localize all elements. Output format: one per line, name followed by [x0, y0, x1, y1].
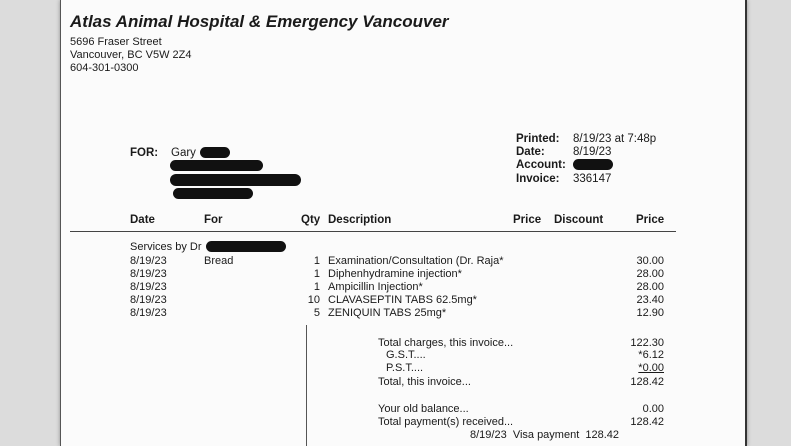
item-price: 28.00 — [636, 281, 664, 293]
invoice-label: Invoice: — [516, 173, 560, 185]
item-date: 8/19/23 — [130, 255, 167, 267]
redaction-mark — [173, 188, 253, 199]
item-description: Examination/Consultation (Dr. Raja* — [328, 255, 504, 267]
printed-label: Printed: — [516, 133, 560, 145]
item-qty: 1 — [313, 255, 320, 267]
services-by: Services by Dr — [130, 241, 202, 253]
invoice-total-value: 128.42 — [630, 376, 664, 388]
item-qty: 1 — [313, 281, 320, 293]
item-price: 23.40 — [636, 294, 664, 306]
invoice-total-label: Total, this invoice... — [378, 376, 471, 388]
item-description: CLAVASEPTIN TABS 62.5mg* — [328, 294, 477, 306]
item-description: Diphenhydramine injection* — [328, 268, 462, 280]
redaction-mark — [170, 174, 301, 186]
item-description: Ampicillin Injection* — [328, 281, 423, 293]
payment-detail: 8/19/23 Visa payment 128.42 — [470, 429, 620, 441]
item-qty: 5 — [313, 307, 320, 319]
pst-label: P.S.T.... — [386, 362, 424, 374]
redaction-mark — [206, 241, 286, 252]
item-qty: 1 — [313, 268, 320, 280]
date-value: 8/19/23 — [573, 146, 612, 158]
col-for: For — [204, 214, 223, 226]
item-description: ZENIQUIN TABS 25mg* — [328, 307, 447, 319]
for-label: FOR: — [130, 147, 159, 159]
col-discount: Discount — [554, 214, 604, 226]
item-date: 8/19/23 — [130, 307, 167, 319]
date-label: Date: — [516, 146, 545, 158]
clinic-phone: 604-301-0300 — [70, 62, 139, 74]
item-date: 8/19/23 — [130, 268, 167, 280]
total-charges-value: 122.30 — [630, 337, 664, 349]
item-price: 12.90 — [636, 307, 664, 319]
printed-value: 8/19/23 at 7:48p — [573, 133, 657, 145]
redaction-mark — [573, 159, 613, 170]
clinic-address-line2: Vancouver, BC V5W 2Z4 — [70, 49, 192, 61]
clinic-address-line1: 5696 Fraser Street — [70, 36, 162, 48]
total-charges-label: Total charges, this invoice... — [378, 337, 514, 349]
item-price: 28.00 — [636, 268, 664, 280]
header-rule — [70, 231, 676, 232]
old-balance-value: 0.00 — [642, 403, 664, 415]
gst-value: *6.12 — [638, 349, 664, 361]
payments-value: 128.42 — [630, 416, 664, 428]
totals-divider — [306, 325, 307, 446]
item-for: Bread — [204, 255, 234, 267]
pst-value: *0.00 — [638, 362, 664, 374]
gst-label: G.S.T.... — [386, 349, 426, 361]
redaction-mark — [200, 147, 230, 158]
item-date: 8/19/23 — [130, 294, 167, 306]
item-date: 8/19/23 — [130, 281, 167, 293]
payments-label: Total payment(s) received... — [378, 416, 514, 428]
invoice-value: 336147 — [573, 173, 612, 185]
clinic-name: Atlas Animal Hospital & Emergency Vancouver — [70, 12, 449, 31]
redaction-mark — [170, 160, 263, 171]
col-date: Date — [130, 214, 155, 226]
item-qty: 10 — [307, 294, 320, 306]
for-name: Gary — [171, 147, 196, 159]
col-qty: Qty — [301, 214, 321, 226]
old-balance-label: Your old balance... — [378, 403, 469, 415]
col-price: Price — [513, 214, 542, 226]
col-description: Description — [328, 214, 392, 226]
col-price-total: Price — [636, 214, 665, 226]
account-label: Account: — [516, 159, 566, 171]
item-price: 30.00 — [636, 255, 664, 267]
